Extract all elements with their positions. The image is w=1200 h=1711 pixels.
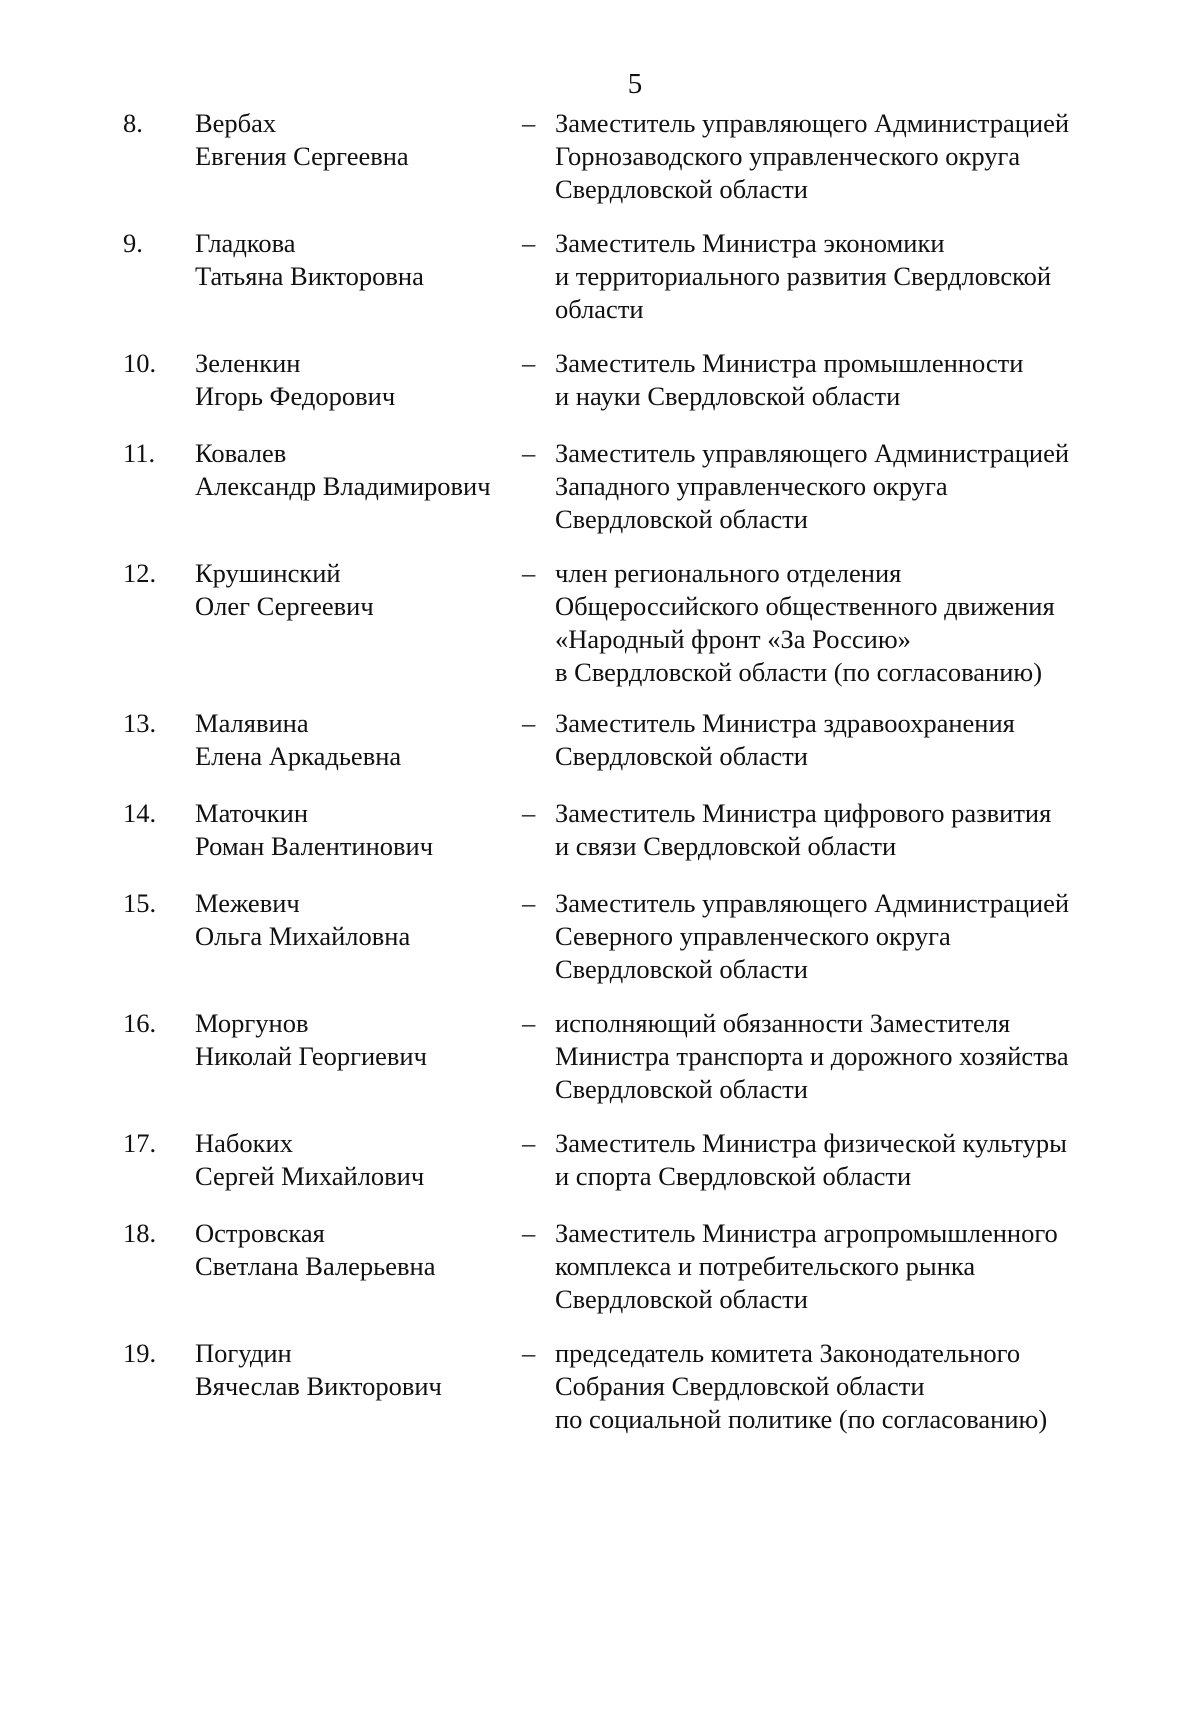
page-number: 5 <box>627 68 643 100</box>
position-title <box>555 707 1095 773</box>
surname: Крушинский <box>195 558 341 588</box>
position-line: Заместитель Министра здравоохранения <box>555 708 1015 738</box>
surname: Моргунов <box>195 1008 309 1038</box>
entry-number: 8. <box>123 108 143 138</box>
position-title <box>555 1007 1095 1106</box>
entry-number: 13. <box>123 708 157 738</box>
position-line: Свердловской области <box>555 954 808 984</box>
given-names: Светлана Валерьевна <box>195 1251 436 1281</box>
list-item <box>123 557 1095 689</box>
position-line: Заместитель управляющего Администрацией <box>555 888 1070 918</box>
list-item <box>123 1127 1095 1193</box>
list-item <box>123 1217 1095 1316</box>
position-title <box>555 1217 1095 1316</box>
position-title <box>555 1127 1095 1193</box>
person-name <box>195 1337 515 1436</box>
position-line: Свердловской области <box>555 174 808 204</box>
list-item <box>123 1007 1095 1106</box>
dash-separator: – <box>522 888 536 918</box>
position-title <box>555 227 1095 326</box>
list-item <box>123 107 1095 206</box>
position-title <box>555 347 1095 413</box>
surname: Погудин <box>195 1338 292 1368</box>
surname: Набоких <box>195 1128 293 1158</box>
surname: Зеленкин <box>195 348 301 378</box>
position-line: «Народный фронт «За Россию» <box>555 624 911 654</box>
person-name <box>195 887 515 986</box>
list-item <box>123 437 1095 536</box>
position-line: председатель комитета Законодательного <box>555 1338 1021 1368</box>
entry-number: 17. <box>123 1128 157 1158</box>
given-names: Олег Сергеевич <box>195 591 374 621</box>
dash-separator: – <box>522 1008 536 1038</box>
position-line: и спорта Свердловской области <box>555 1161 912 1191</box>
entry-number: 16. <box>123 1008 157 1038</box>
list-item <box>123 347 1095 413</box>
entry-number: 18. <box>123 1218 157 1248</box>
surname: Островская <box>195 1218 325 1248</box>
position-title <box>555 107 1095 206</box>
person-name <box>195 437 515 536</box>
position-line: Заместитель управляющего Администрацией <box>555 108 1070 138</box>
given-names: Роман Валентинович <box>195 831 434 861</box>
position-title <box>555 1337 1095 1436</box>
position-line: Собрания Свердловской области <box>555 1371 925 1401</box>
position-title <box>555 557 1095 689</box>
position-line: Заместитель Министра экономики <box>555 228 945 258</box>
person-name <box>195 1217 515 1316</box>
surname: Маточкин <box>195 798 309 828</box>
entry-number: 14. <box>123 798 157 828</box>
given-names: Елена Аркадьевна <box>195 741 402 771</box>
entry-number: 10. <box>123 348 157 378</box>
position-title <box>555 887 1095 986</box>
position-line: Горнозаводского управленческого округа <box>555 141 1021 171</box>
position-line: по социальной политике (по согласованию) <box>555 1404 1048 1434</box>
person-name <box>195 557 515 689</box>
entry-number: 19. <box>123 1338 157 1368</box>
person-name <box>195 797 515 863</box>
given-names: Ольга Михайловна <box>195 921 411 951</box>
surname: Гладкова <box>195 228 296 258</box>
position-title <box>555 797 1095 863</box>
position-line: области <box>555 294 644 324</box>
list-item <box>123 707 1095 773</box>
position-line: член регионального отделения <box>555 558 902 588</box>
position-line: Северного управленческого округа <box>555 921 951 951</box>
dash-separator: – <box>522 1128 536 1158</box>
position-line: комплекса и потребительского рынка <box>555 1251 976 1281</box>
position-line: и науки Свердловской области <box>555 381 901 411</box>
position-line: Заместитель Министра физической культуры <box>555 1128 1067 1158</box>
dash-separator: – <box>522 108 536 138</box>
person-name <box>195 1127 515 1193</box>
position-line: Свердловской области <box>555 741 808 771</box>
position-line: Заместитель Министра агропромышленного <box>555 1218 1058 1248</box>
entry-number: 15. <box>123 888 157 918</box>
dash-separator: – <box>522 1218 536 1248</box>
entry-number: 9. <box>123 228 143 258</box>
given-names: Николай Георгиевич <box>195 1041 427 1071</box>
position-line: Свердловской области <box>555 1074 808 1104</box>
position-line: и территориального развития Свердловской <box>555 261 1052 291</box>
position-title <box>555 437 1095 536</box>
surname: Малявина <box>195 708 309 738</box>
dash-separator: – <box>522 558 536 588</box>
person-name <box>195 1007 515 1106</box>
position-line: Заместитель Министра промышленности <box>555 348 1024 378</box>
entry-number: 11. <box>123 438 156 468</box>
list-item <box>123 1337 1095 1436</box>
position-line: исполняющий обязанности Заместителя <box>555 1008 1011 1038</box>
given-names: Игорь Федорович <box>195 381 396 411</box>
person-name <box>195 227 515 326</box>
given-names: Евгения Сергеевна <box>195 141 409 171</box>
entry-number: 12. <box>123 558 157 588</box>
given-names: Александр Владимирович <box>195 471 491 501</box>
dash-separator: – <box>522 228 536 258</box>
dash-separator: – <box>522 708 536 738</box>
position-line: Министра транспорта и дорожного хозяйства <box>555 1041 1069 1071</box>
position-line: и связи Свердловской области <box>555 831 897 861</box>
dash-separator: – <box>522 1338 536 1368</box>
position-line: Заместитель управляющего Администрацией <box>555 438 1070 468</box>
surname: Вербах <box>195 108 277 138</box>
position-line: Общероссийского общественного движения <box>555 591 1055 621</box>
list-item <box>123 227 1095 326</box>
position-line: Свердловской области <box>555 1284 808 1314</box>
dash-separator: – <box>522 438 536 468</box>
surname: Ковалев <box>195 438 287 468</box>
dash-separator: – <box>522 348 536 378</box>
person-name <box>195 347 515 413</box>
person-name <box>195 107 515 206</box>
given-names: Татьяна Викторовна <box>195 261 424 291</box>
list-item <box>123 887 1095 986</box>
position-line: Западного управленческого округа <box>555 471 948 501</box>
surname: Межевич <box>195 888 300 918</box>
list-item <box>123 797 1095 863</box>
given-names: Сергей Михайлович <box>195 1161 425 1191</box>
given-names: Вячеслав Викторович <box>195 1371 442 1401</box>
position-line: в Свердловской области (по согласованию) <box>555 657 1043 687</box>
person-name <box>195 707 515 773</box>
dash-separator: – <box>522 798 536 828</box>
position-line: Свердловской области <box>555 504 808 534</box>
position-line: Заместитель Министра цифрового развития <box>555 798 1052 828</box>
